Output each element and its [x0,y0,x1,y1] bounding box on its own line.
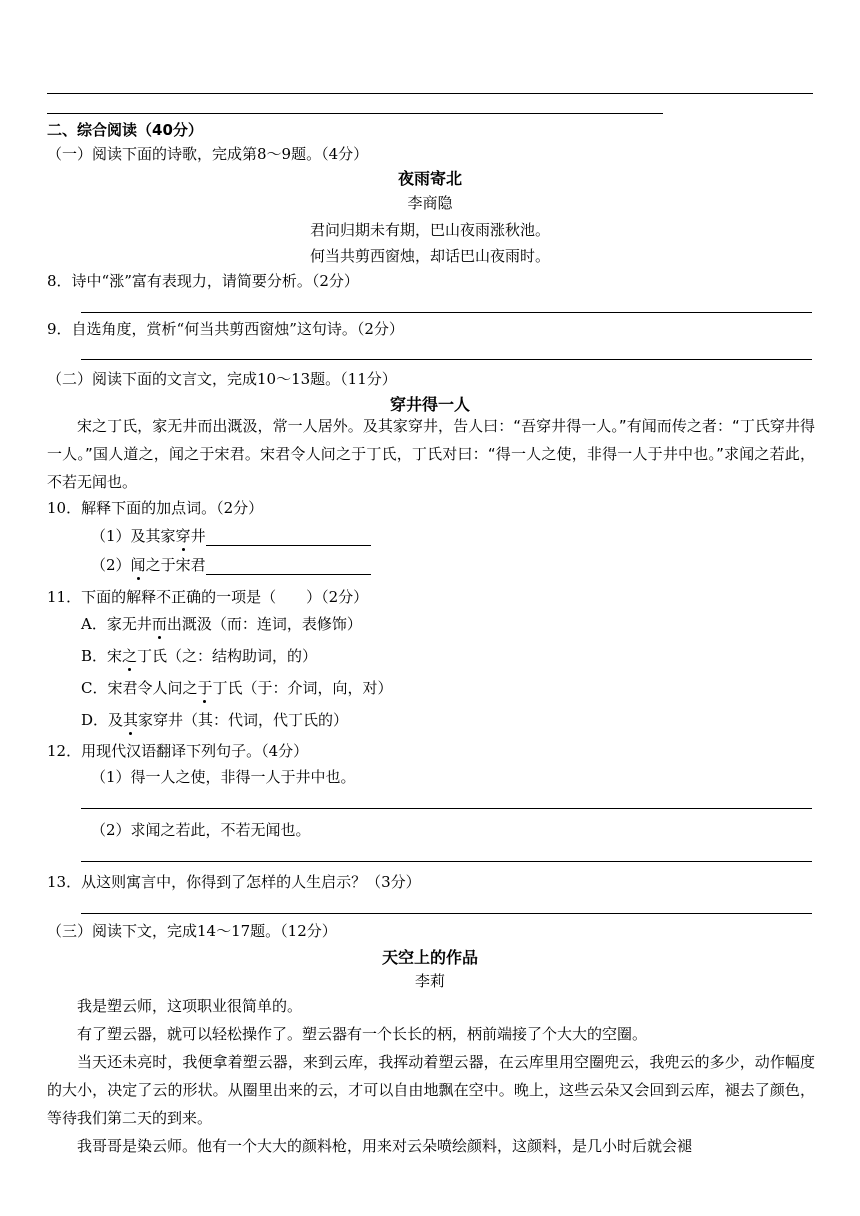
option-a-dotted-word: 而 [151,615,167,633]
question-8: 8．诗中“涨”富有表现力，请简要分析。（2分） [47,272,359,290]
option-c-dotted-word: 于 [197,679,213,697]
answer-line-12-1[interactable] [81,808,812,809]
article-title: 天空上的作品 [381,948,478,967]
article-paragraph-2: 有了塑云器，就可以轻松操作了。塑云器有一个长长的柄，柄前端接了个大大的空圈。 [77,1025,648,1043]
option-c-suffix: 丁氏（于：介词，向，对） [212,679,393,697]
answer-line-8[interactable] [81,312,812,313]
option-d-dotted-word: 其 [123,711,139,729]
top-rule-long [47,93,813,94]
question-13: 13．从这则寓言中，你得到了怎样的人生启示？（3分） [47,873,421,891]
question-10-2 [91,554,371,575]
option-d-suffix: 家穿井（其：代词，代丁氏的） [138,711,349,729]
part3-intro: （三）阅读下文，完成14～17题。（12分） [47,922,337,940]
option-c[interactable] [81,677,393,698]
question-11: 11．下面的解释不正确的一项是（ ）（2分） [47,588,369,606]
option-b-dotted-word: 之 [122,647,138,665]
option-d-prefix: D．及 [81,711,124,729]
article-paragraph-4: 我哥哥是染云师。他有一个大大的颜料枪，用来对云朵喷绘颜料，这颜料，是几小时后就会褪 [77,1137,693,1155]
answer-blank-10-1[interactable] [206,529,371,546]
section-heading: 二、综合阅读（40分） [47,121,203,139]
option-b[interactable] [81,645,317,666]
q10-1-dotted-word: 穿 [175,527,191,545]
option-c-prefix: C．宋君令人问之 [81,679,198,697]
q10-2-dotted-word: 闻 [130,556,146,574]
question-9: 9．自选角度，赏析“何当共剪西窗烛”这句诗。（2分） [47,320,404,338]
option-a-suffix: 出溉汲（而：连词，表修饰） [166,615,362,633]
part1-intro: （一）阅读下面的诗歌，完成第8～9题。（4分） [47,145,369,163]
q10-2-prefix: （2） [91,556,131,574]
classical-passage: 宋之丁氏，家无井而出溉汲，常一人居外。及其家穿井，告人曰：“吾穿井得一人。”有闻而传之者：“丁氏穿井得一人。”国人道之，闻之于宋君。宋君令人问之于丁氏，丁氏对曰：“得一人之使，非得一人于井中也。”求闻之若此，不若无闻也。 [47,417,815,491]
passage-title: 穿井得一人 [389,395,470,414]
article-paragraph-3: 当天还未亮时，我便拿着塑云器，来到云库，我挥动着塑云器，在云库里用空圈兜云，我兜云的多少，动作幅度的大小，决定了云的形状。从圈里出来的云，才可以自由地飘在空中。晚上，这些云朵又会回到云库，褪去了颜色，等待我们第二天的到来。 [47,1053,815,1127]
option-d[interactable] [81,709,348,730]
poem-author: 李商隐 [407,194,453,212]
article-paragraph-1: 我是塑云师，这项职业很简单的。 [77,997,303,1015]
answer-line-13[interactable] [81,913,812,914]
poem-title: 夜雨寄北 [397,169,462,188]
q10-2-suffix: 之于宋君 [145,556,206,574]
question-10: 10．解释下面的加点词。（2分） [47,499,264,517]
answer-blank-10-2[interactable] [206,558,371,575]
answer-line-9[interactable] [81,359,812,360]
article-author: 李莉 [414,972,445,990]
question-12-1: （1）得一人之使，非得一人于井中也。 [91,768,356,786]
question-12-2: （2）求闻之若此，不若无闻也。 [91,821,311,839]
answer-line-12-2[interactable] [81,861,812,862]
question-12: 12．用现代汉语翻译下列句子。（4分） [47,742,309,760]
top-rule-short [47,113,663,114]
part2-intro: （二）阅读下面的文言文，完成10～13题。（11分） [47,370,397,388]
question-10-1 [91,525,371,546]
option-b-suffix: 丁氏（之：结构助词，的） [137,647,318,665]
poem-line-2: 何当共剪西窗烛，却话巴山夜雨时。 [309,247,550,265]
poem-line-1: 君问归期未有期，巴山夜雨涨秋池。 [309,221,550,239]
option-a[interactable] [81,613,362,634]
option-a-prefix: A．家无井 [81,615,152,633]
option-b-prefix: B．宋 [81,647,123,665]
q10-1-prefix: （1）及其家 [91,527,176,545]
q10-1-suffix: 井 [190,527,206,545]
